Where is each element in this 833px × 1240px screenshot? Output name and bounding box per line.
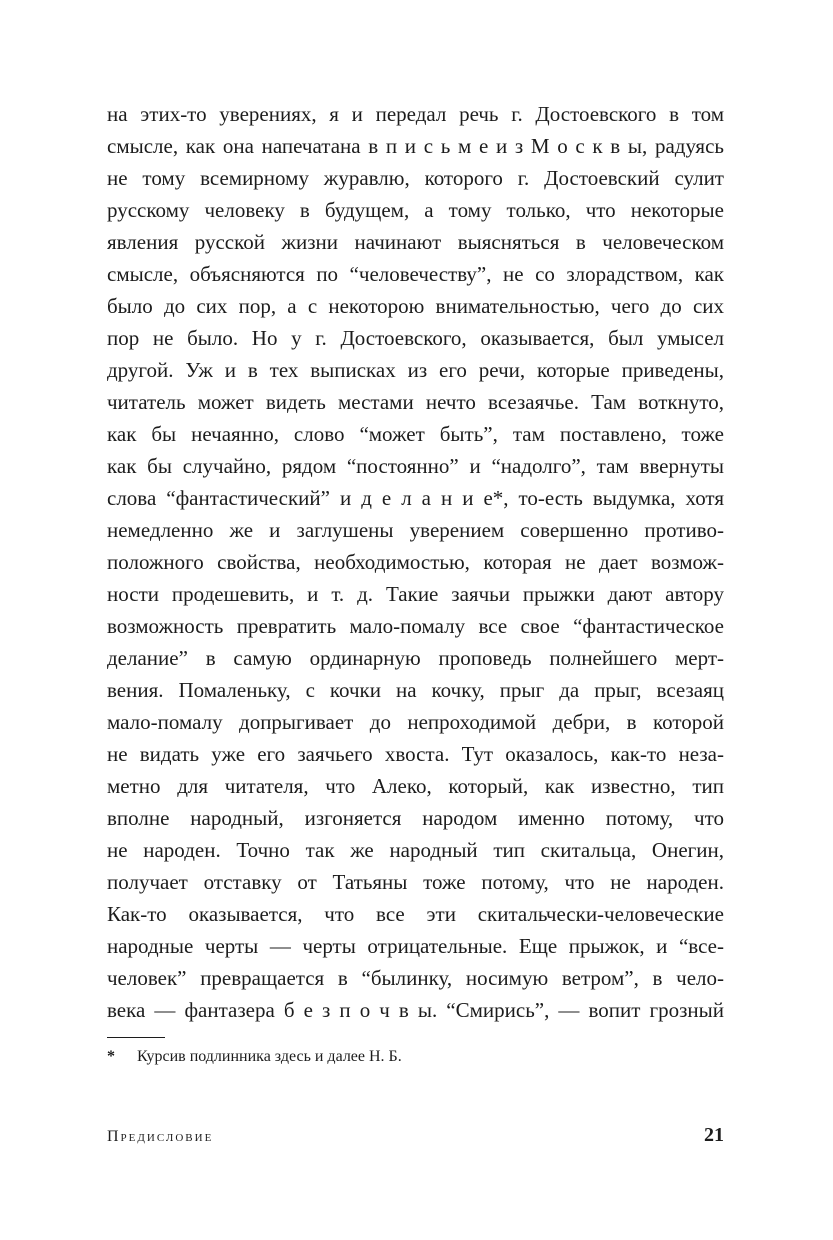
text-line: положного свойства, необходимостью, которая не дает возмож- (107, 550, 724, 574)
text-line: смысле, как она напечатана в п и с ь м е и з М о с к в ы, радуясь (107, 134, 724, 158)
text-line: читатель может видеть местами нечто всезаячье. Там воткнуто, (107, 390, 724, 414)
footnote-rule (107, 1037, 165, 1038)
text-line: слова “фантастический” и д е л а н и е*, то-есть выдумка, хотя (107, 486, 724, 510)
text-line: мало-помалу допрыгивает до непроходимой дебри, в которой (107, 710, 724, 734)
text-line: века — фантазера б е з п о ч в ы. “Смирись”, — вопит грозный (107, 998, 724, 1022)
text-line: ности продешевить, и т. д. Такие заячьи прыжки дают автору (107, 582, 724, 606)
body-text (107, 98, 724, 1026)
footnote-mark: * (107, 1048, 115, 1065)
text-line: делание” в самую ординарную проповедь полнейшего мерт- (107, 646, 724, 670)
text-line: вполне народный, изгоняется народом именно потому, что (107, 806, 724, 830)
text-line: не тому всемирному журавлю, которого г. Достоевский сулит (107, 166, 724, 190)
text-line: русскому человеку в будущем, а тому только, что некоторые (107, 198, 724, 222)
text-line: явления русской жизни начинают выясняться в человеческом (107, 230, 724, 254)
text-line: народные черты — черты отрицательные. Еще прыжок, и “все- (107, 934, 724, 958)
footnote (107, 1046, 402, 1068)
text-line: другой. Уж и в тех выписках из его речи, которые приведены, (107, 358, 724, 382)
text-line: было до сих пор, а с некоторою внимательностью, чего до сих (107, 294, 724, 318)
text-line: возможность превратить мало-помалу все свое “фантастическое (107, 614, 724, 638)
page-number: 21 (704, 1124, 724, 1146)
text-line: не видать уже его заячьего хвоста. Тут оказалось, как-то неза- (107, 742, 724, 766)
text-line: немедленно же и заглушены уверением совершенно противо- (107, 518, 724, 542)
text-line: человек” превращается в “былинку, носимую ветром”, в чело- (107, 966, 724, 990)
text-line: метно для читателя, что Алеко, который, как известно, тип (107, 774, 724, 798)
text-line: на этих-то уверениях, я и передал речь г. Достоевского в том (107, 102, 724, 126)
text-line: как бы случайно, рядом “постоянно” и “надолго”, там ввернуты (107, 454, 724, 478)
text-line: не народен. Точно так же народный тип скитальца, Онегин, (107, 838, 724, 862)
text-line: вения. Помаленьку, с кочки на кочку, прыг да прыг, всезаяц (107, 678, 724, 702)
text-line: пор не было. Но у г. Достоевского, оказывается, был умысел (107, 326, 724, 350)
text-line: получает отставку от Татьяны тоже потому, что не народен. (107, 870, 724, 894)
running-head: Предисловие (107, 1128, 214, 1145)
footnote-text: Курсив подлинника здесь и далее Н. Б. (137, 1048, 402, 1065)
text-line: как бы нечаянно, слово “может быть”, там поставлено, тоже (107, 422, 724, 446)
text-line: Как-то оказывается, что все эти скитальчески-человеческие (107, 902, 724, 926)
text-line: смысле, объясняются по “человечеству”, не со злорадством, как (107, 262, 724, 286)
